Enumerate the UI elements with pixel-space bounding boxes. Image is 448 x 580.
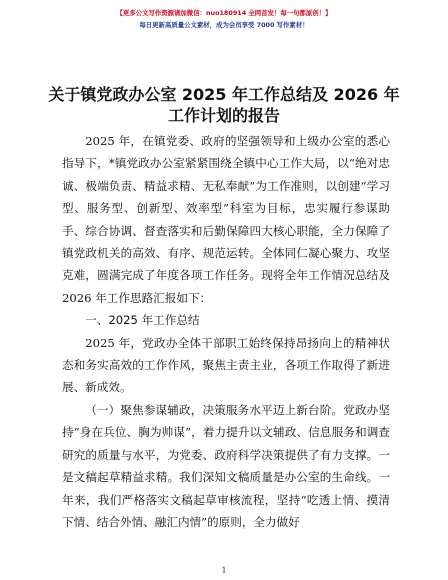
intro-paragraph: 2025 年，在镇党委、政府的坚强领导和上级办公室的悉心指导下，*镇党政办公室紧紧围绕全镇中心工作大局，以“绝对忠诚、极端负责、精益求精、无私奉献”为工作准则，以创建“学习型、服务型、创新型、效率型”科室为目标，忠实履行参谋助手、综合协调、督查落实和后勤保障四大核心职能，全力保障了镇党政机关的高效、有序、规范运转。全体同仁凝心聚力、攻坚克难，圆满完成了年度各项工作任务。现将全年工作情况总结及 2026 年工作思路汇报如下： <box>62 134 390 305</box>
section-heading-1: 一、2025 年工作总结 <box>85 313 200 328</box>
promo-banner-line-2: 每日更新高质量公文素材，成为会员享受 7000 写作素材！ <box>139 21 309 29</box>
document-body <box>62 130 390 533</box>
document-title <box>20 84 428 126</box>
section-1-paragraph: （一）聚焦参谋辅政，决策服务水平迈上新台阶。党政办坚持“身在兵位、胸为帅谋”，着力提升以文辅政、信息服务和调查研究的质量与水平，为党委、政府科学决策提供了有力支撑。一是文稿起草精益求精。我们深知文稿质量是办公室的生命线。一年来，我们严格落实文稿起草审核流程，坚持“吃透上情、摸清下情、结合外情、融汇内情”的原则，全力做好 <box>62 402 390 529</box>
document-title-line-1: 关于镇党政办公室 2025 年工作总结及 2026 年 <box>48 85 400 104</box>
document-title-line-2: 工作计划的报告 <box>167 106 280 125</box>
summary-paragraph: 2025 年，党政办全体干部职工始终保持昂扬向上的精神状态和务实高效的工作作风，聚焦主责主业，各项工作取得了新进展、新成效。 <box>62 335 390 395</box>
promo-banner-line-1: 【更多公文写作资源请加微信：nuo180914 全网首发！每一句都原创！】 <box>116 9 332 17</box>
page-number: 1 <box>221 566 227 575</box>
